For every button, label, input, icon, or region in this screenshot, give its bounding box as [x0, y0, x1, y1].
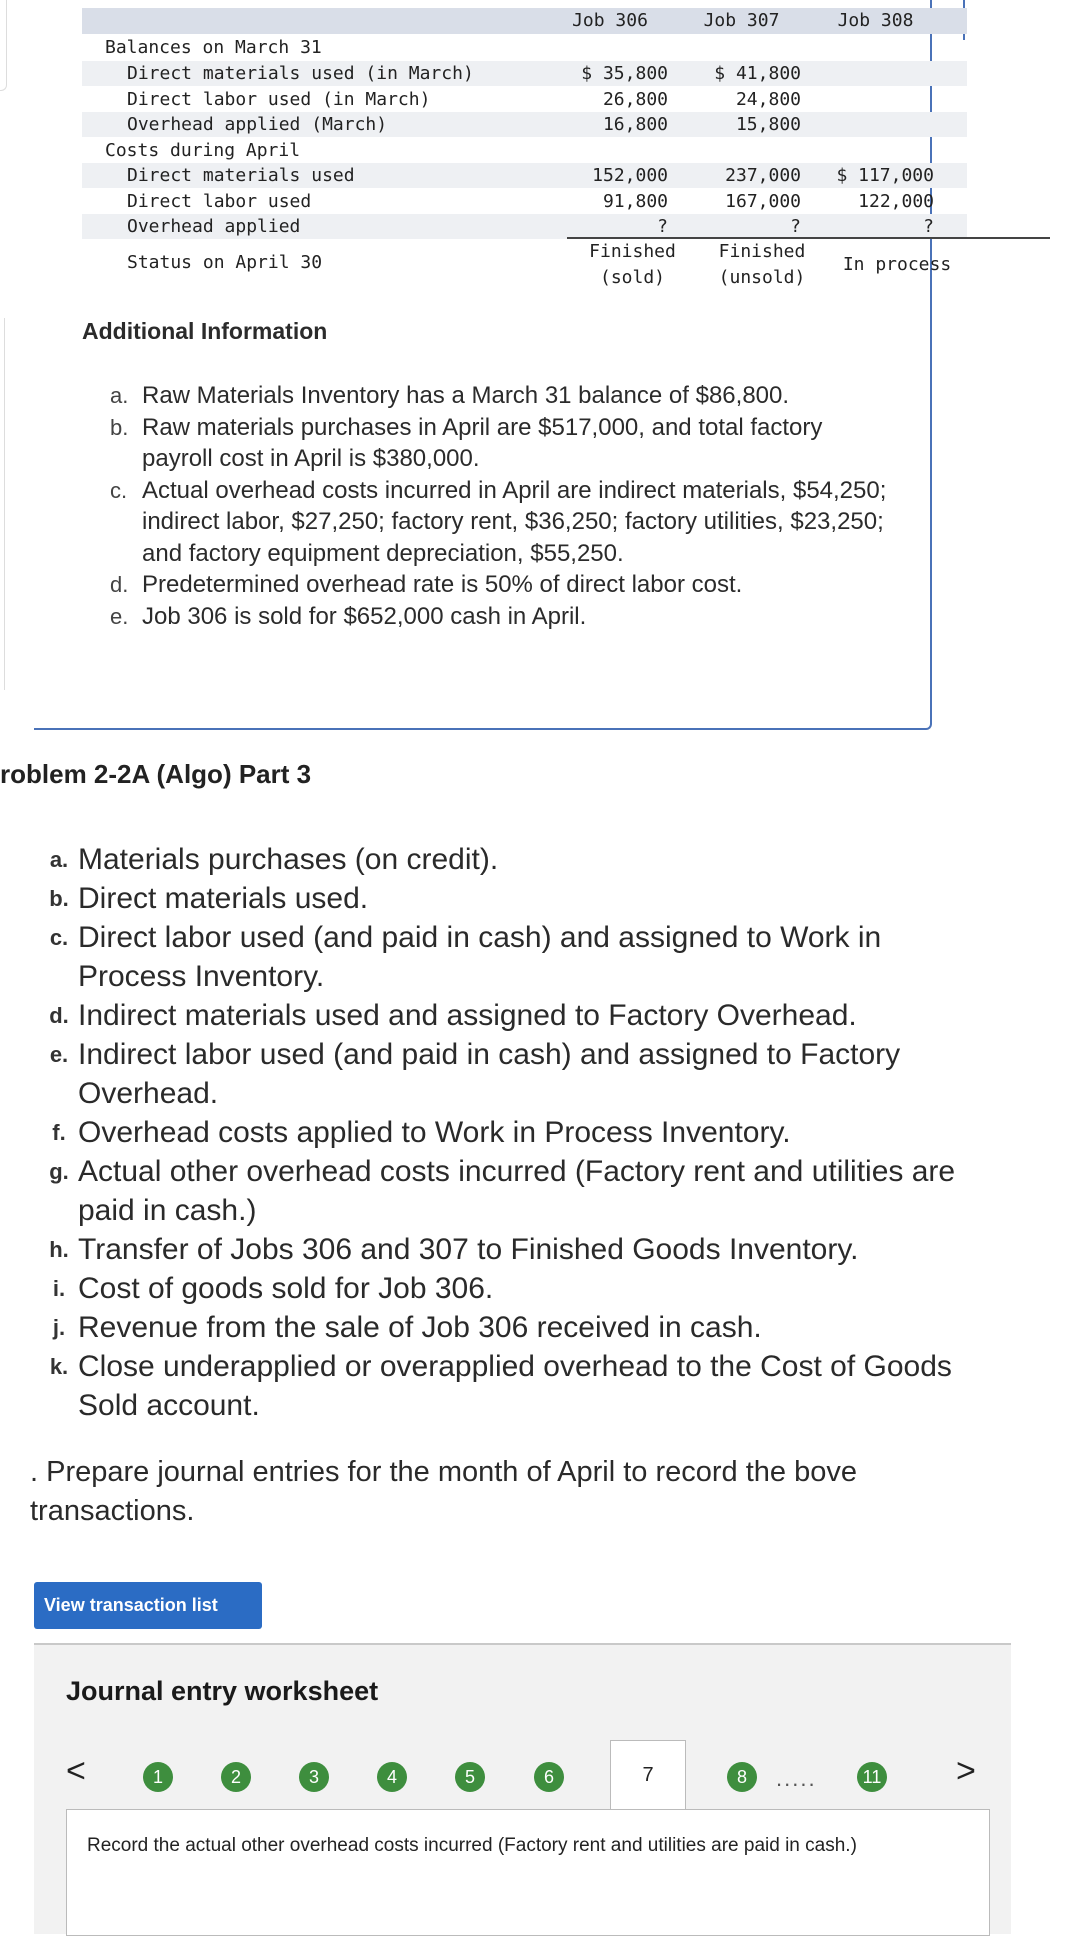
row-label: Direct materials used (in March) [127, 63, 474, 84]
item-text: Direct materials used. [78, 882, 369, 915]
item-text: Predetermined overhead rate is 50% of direct labor cost. [142, 571, 743, 598]
item-letter: d. [49, 1003, 69, 1028]
table-header-row [82, 8, 967, 34]
cell-value: ? [657, 216, 668, 237]
item-letter: e. [110, 603, 129, 629]
table-row [82, 214, 967, 239]
item-letter: b. [110, 414, 129, 440]
table-row [82, 35, 967, 60]
step-5[interactable]: 5 [455, 1762, 485, 1792]
status-job307 [702, 239, 822, 291]
item-text: Raw materials purchases in April are $517,000, and total factory payroll cost in April is $380,000. [142, 413, 823, 472]
item-letter: e. [49, 1042, 69, 1067]
cell-value: ? [923, 216, 934, 237]
item-text: Close underapplied or overapplied overhead to the Cost of Goods Sold account. [78, 1350, 952, 1422]
list-item [110, 412, 890, 475]
list-item [30, 918, 990, 996]
status-line: Finished [718, 241, 806, 262]
item-letter: c. [49, 925, 69, 950]
cell-value: $ 41,800 [714, 63, 801, 84]
cell-value: 24,800 [735, 89, 801, 110]
list-item [30, 1269, 990, 1308]
cell-value: $ 117,000 [836, 165, 934, 186]
status-line: In process [842, 254, 952, 275]
prev-arrow-icon[interactable]: < [66, 1752, 86, 1790]
list-item [30, 1230, 990, 1269]
row-label: Costs during April [105, 140, 301, 161]
col-job307: Job 307 [703, 10, 780, 31]
list-item [30, 879, 990, 918]
cell-value: 26,800 [602, 89, 668, 110]
list-item [30, 996, 990, 1035]
table-row [82, 87, 967, 112]
cell-value: 16,800 [602, 114, 668, 135]
step-4[interactable]: 4 [377, 1762, 407, 1792]
table-row [82, 112, 967, 137]
list-item [30, 1347, 990, 1425]
cell-value: 237,000 [725, 165, 801, 186]
item-text: Cost of goods sold for Job 306. [78, 1272, 494, 1305]
item-letter: g. [49, 1159, 69, 1184]
cell-value: 167,000 [725, 191, 801, 212]
cell-value: $ 35,800 [581, 63, 668, 84]
step-3[interactable]: 3 [299, 1762, 329, 1792]
item-letter: a. [110, 383, 129, 408]
item-letter: i. [52, 1276, 66, 1301]
row-label: Direct materials used [127, 165, 355, 186]
item-text: Overhead costs applied to Work in Process Inventory. [78, 1116, 791, 1149]
item-text: Actual other overhead costs incurred (Factory rent and utilities are paid in cash.) [78, 1155, 956, 1227]
left-panel-edge-mid [0, 318, 5, 690]
status-line: (unsold) [718, 267, 806, 288]
item-text: Actual overhead costs incurred in April are indirect materials, $54,250; indirect labor, $27,250; factory rent, $36,250; factory utilities, $23,250; and factory equipment depreciation, $55,250. [142, 476, 887, 567]
list-item [30, 1113, 990, 1152]
item-text: Indirect labor used (and paid in cash) and assigned to Factory Overhead. [78, 1038, 901, 1110]
table-row [82, 163, 967, 188]
worksheet-prompt: Record the actual other overhead costs incurred (Factory rent and utilities are paid in cash.) [87, 1835, 857, 1856]
worksheet-step-nav [34, 1740, 1011, 1810]
list-item [110, 380, 890, 412]
next-arrow-icon[interactable]: > [956, 1752, 976, 1790]
item-text: Indirect materials used and assigned to Factory Overhead. [78, 999, 857, 1032]
item-text: Direct labor used (and paid in cash) and assigned to Work in Process Inventory. [78, 921, 882, 993]
item-letter: a. [49, 847, 69, 872]
table-row [82, 61, 967, 86]
cell-value: 122,000 [858, 191, 934, 212]
item-letter: k. [49, 1354, 69, 1379]
list-item [30, 1308, 990, 1347]
list-item [110, 569, 890, 601]
step-7-active[interactable]: 7 [610, 1740, 686, 1809]
row-label: Overhead applied [127, 216, 301, 237]
item-letter: d. [110, 572, 129, 597]
cell-value: 152,000 [592, 165, 668, 186]
step-8[interactable]: 8 [727, 1762, 757, 1792]
row-label: Direct labor used [127, 191, 312, 212]
item-text: Transfer of Jobs 306 and 307 to Finished Goods Inventory. [78, 1233, 859, 1266]
left-panel-edge [0, 0, 7, 91]
row-label: Overhead applied (March) [127, 114, 388, 135]
item-letter: h. [49, 1237, 69, 1262]
item-letter: c. [110, 477, 128, 503]
cell-value: 15,800 [735, 114, 801, 135]
row-label: Direct labor used (in March) [127, 89, 431, 110]
table-row [82, 189, 967, 214]
item-text: Raw Materials Inventory has a March 31 balance of $86,800. [142, 382, 790, 409]
transaction-list [30, 840, 990, 1425]
additional-info-list [110, 380, 890, 632]
item-text: Job 306 is sold for $652,000 cash in April. [142, 602, 587, 630]
status-job308 [834, 252, 960, 278]
item-letter: j. [52, 1315, 66, 1340]
item-text: Revenue from the sale of Job 306 received in cash. [78, 1311, 762, 1344]
part-title: roblem 2-2A (Algo) Part 3 [0, 759, 312, 789]
status-line: Finished [589, 241, 676, 262]
step-1[interactable]: 1 [143, 1762, 173, 1792]
item-text: Materials purchases (on credit). [78, 843, 499, 876]
item-letter: b. [49, 886, 69, 911]
status-job306 [575, 239, 690, 291]
list-item [110, 475, 890, 570]
journal-entry-worksheet [34, 1643, 1011, 1934]
cell-value: 91,800 [602, 191, 668, 212]
col-job306: Job 306 [572, 10, 648, 31]
list-item [30, 1152, 990, 1230]
step-ellipsis: ..... [776, 1766, 817, 1791]
step-11[interactable]: 11 [857, 1762, 887, 1792]
worksheet-title: Journal entry worksheet [66, 1676, 379, 1706]
item-letter: f. [52, 1120, 66, 1145]
status-label: Status on April 30 [127, 252, 323, 273]
list-item [30, 840, 990, 879]
list-item [110, 601, 890, 633]
col-job308: Job 308 [837, 10, 914, 31]
additional-info-heading: Additional Information [82, 318, 328, 344]
instruction-text: . Prepare journal entries for the month of April to record the bove transactions. [30, 1456, 857, 1527]
step-2[interactable]: 2 [221, 1762, 251, 1792]
row-label: Balances on March 31 [105, 37, 322, 58]
view-transaction-list-button[interactable]: View transaction list [34, 1582, 262, 1629]
worksheet-prompt-box [66, 1809, 990, 1936]
list-item [30, 1035, 990, 1113]
status-line: (sold) [599, 267, 666, 288]
step-6[interactable]: 6 [534, 1762, 564, 1792]
cell-value: ? [790, 216, 801, 237]
table-row [82, 138, 967, 163]
